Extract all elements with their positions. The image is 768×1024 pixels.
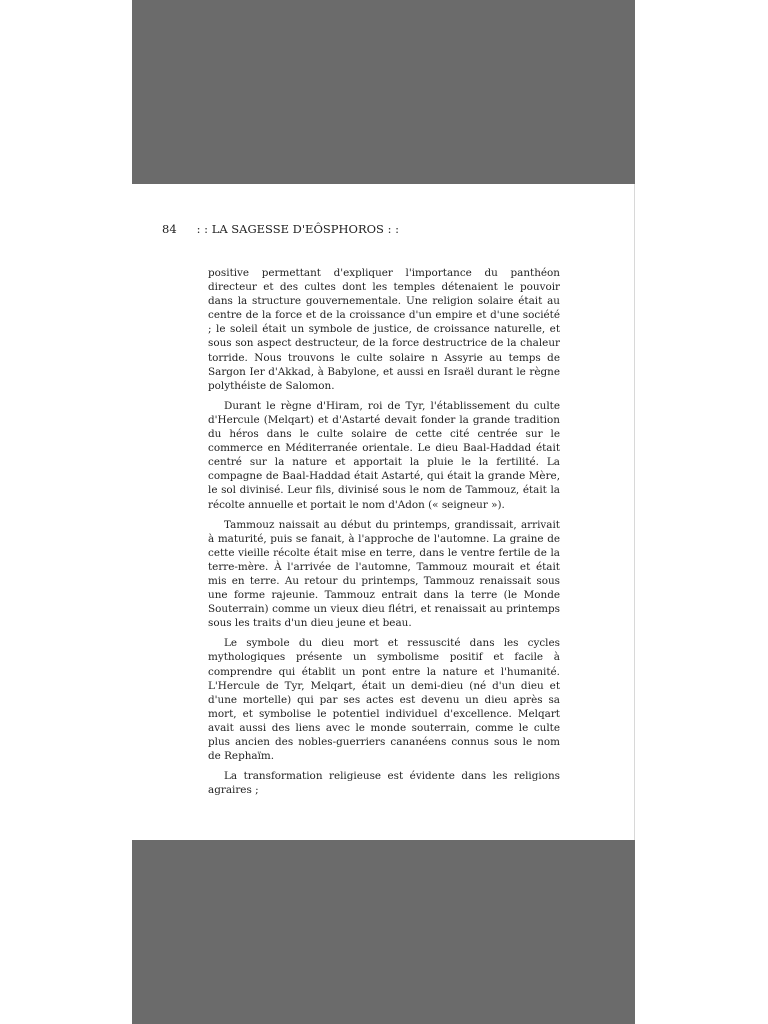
paragraph: Durant le règne d'Hiram, roi de Tyr, l'établissement du culte d'Hercule (Melqart) et d'Astarté devait fonder la grande tradition du héros dans le culte solaire de cette cité centrée sur le commerce en Méditerranée orientale. Le dieu Baal-Haddad était centré sur la nature et apportait la pluie le la fertilité. La compagne de Baal-Haddad était Astarté, qui était la grande Mère, le sol divinisé. Leur fils, divinisé sous le nom de Tammouz, était la récolte annuelle et portait le nom d'Adon (« seigneur »). [208,399,560,511]
viewer-background-bottom [132,840,635,1024]
running-title: : : LA SAGESSE D'EÔSPHOROS : : [196,222,399,236]
page-number: 84 [162,222,177,236]
document-page [132,184,635,840]
viewer-background-top [132,0,635,184]
page-header [162,222,399,236]
paragraph: positive permettant d'expliquer l'importance du panthéon directeur et des cultes dont les temples détenaient le pouvoir dans la structure gouvernementale. Une religion solaire était au centre de la force et de la croissance d'un empire et d'une société ; le soleil était un symbole de justice, de croissance naturelle, et sous son aspect destructeur, de la force destructrice de la chaleur torride. Nous trouvons le culte solaire n Assyrie au temps de Sargon Ier d'Akkad, à Babylone, et aussi en Israël durant le règne polythéiste de Salomon. [208,267,560,392]
paragraph: Tammouz naissait au début du printemps, grandissait, arrivait à maturité, puis se fanait, à l'approche de l'automne. La graine de cette vieille récolte était mise en terre, dans le ventre fertile de la terre-mère. À l'arrivée de l'automne, Tammouz mourait et était mis en terre. Au retour du printemps, Tammouz renaissait sous une forme rajeunie. Tammouz entrait dans la terre (le Monde Souterrain) comme un vieux dieu flétri, et renaissait au printemps sous les traits d'un dieu jeune et beau. [208,518,560,630]
page-body [208,266,560,803]
paragraph: La transformation religieuse est évidente dans les religions agraires ; [208,770,560,797]
paragraph: Le symbole du dieu mort et ressuscité dans les cycles mythologiques présente un symbolisme positif et facile à comprendre qui établit un pont entre la nature et l'humanité. L'Hercule de Tyr, Melqart, était un demi-dieu (né d'un dieu et d'une mortelle) qui par ses actes est devenu un dieu après sa mort, et symbolise le potentiel individuel d'excellence. Melqart avait aussi des liens avec le monde souterrain, comme le culte plus ancien des nobles-guerriers cananéens connus sous le nom de Rephaïm. [208,637,560,763]
